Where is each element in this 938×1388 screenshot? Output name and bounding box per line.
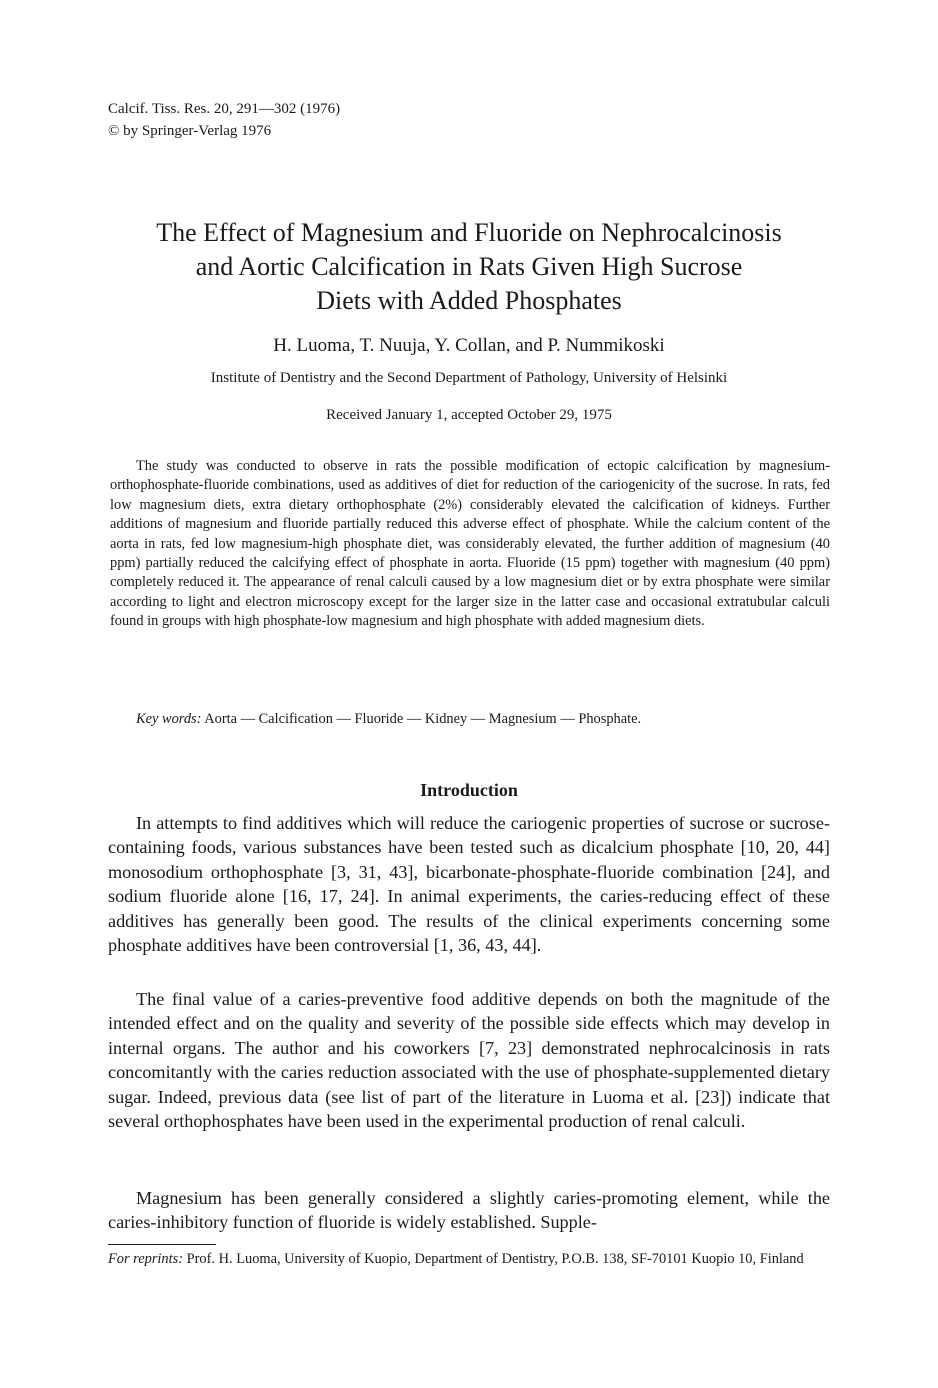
journal-citation: Calcif. Tiss. Res. 20, 291—302 (1976) xyxy=(108,101,341,117)
reprints-footnote xyxy=(108,1250,830,1269)
journal-copyright: © by Springer-Verlag 1976 xyxy=(108,123,272,139)
author-affiliation: Institute of Dentistry and the Second Department of Pathology, University of Helsinki xyxy=(210,370,728,386)
keywords xyxy=(110,709,830,729)
received-dates: Received January 1, accepted October 29, 1975 xyxy=(326,407,612,423)
introduction-paragraph-1: In attempts to find additives which will reduce the cariogenic properties of sucrose or sucrose-containing foods, various substances have been tested such as dicalcium phosphate [10, 20, 44] monosodium orthophosphate [3, 31, 43], bicarbonate-phosphate-fluoride combination [24], and sodium fluoride alone [16, 17, 24]. In animal experiments, the caries-reducing effect of these additives has generally been good. The results of the clinical experiments concerning some phosphate additives have been controversial [1, 36, 43, 44]. xyxy=(108,813,830,956)
article-title-line-1: The Effect of Magnesium and Fluoride on Nephrocalcinosis xyxy=(156,218,782,247)
abstract: The study was conducted to observe in rats the possible modification of ectopic calcification by magnesium-orthophosphate-fluoride combinations, used as additives of diet for reduction of the cariogenicity of the sucrose. In rats, fed low magnesium diets, extra dietary orthophosphate (2%) considerably elevated the calcification of kidneys. Further additions of magnesium and fluoride partially reduced this adverse effect of phosphate. While the calcium content of the aorta in rats, fed low magnesium-high phosphate diet, was considerably elevated, the further addition of magnesium (40 ppm) partially reduced the calcifying effect of phosphate in aorta. Fluoride (15 ppm) together with magnesium (40 ppm) completely reduced it. The appearance of renal calculi caused by a low magnesium diet or by extra phosphate were similar according to light and electron microscopy except for the larger size in the latter case and occasional extratubular calculi found in groups with high phosphate-low magnesium and high phosphate with added magnesium diets. xyxy=(110,458,830,630)
keywords-label: Key words: xyxy=(136,711,202,727)
keywords-text: Aorta — Calcification — Fluoride — Kidney — Magnesium — Phosphate. xyxy=(204,711,642,727)
footnote-text: Prof. H. Luoma, University of Kuopio, Department of Dentistry, P.O.B. 138, SF-70101 Kuopio 10, Finland xyxy=(186,1251,804,1267)
article-title-line-3: Diets with Added Phosphates xyxy=(316,286,622,315)
journal-header xyxy=(108,98,340,142)
footnote-label: For reprints: xyxy=(108,1251,184,1267)
author-list: H. Luoma, T. Nuuja, Y. Collan, and P. Nummikoski xyxy=(273,335,665,356)
article-title xyxy=(108,216,830,318)
introduction-heading: Introduction xyxy=(420,780,518,800)
article-title-line-2: and Aortic Calcification in Rats Given High Sucrose xyxy=(195,252,743,281)
introduction-paragraph-2: The final value of a caries-preventive food additive depends on both the magnitude of the intended effect and on the quality and severity of the possible side effects which may develop in internal organs. The author and his coworkers [7, 23] demonstrated nephrocalcinosis in rats concomitantly with the caries reduction associated with the use of phosphate-supplemented dietary sugar. Indeed, previous data (see list of part of the literature in Luoma et al. [23]) indicate that several orthophosphates have been used in the experimental production of renal calculi. xyxy=(108,989,830,1132)
introduction-paragraph-3: Magnesium has been generally considered a slightly caries-promoting element, while the caries-inhibitory function of fluoride is widely established. Supple- xyxy=(108,1188,830,1233)
footnote-divider xyxy=(108,1244,216,1245)
